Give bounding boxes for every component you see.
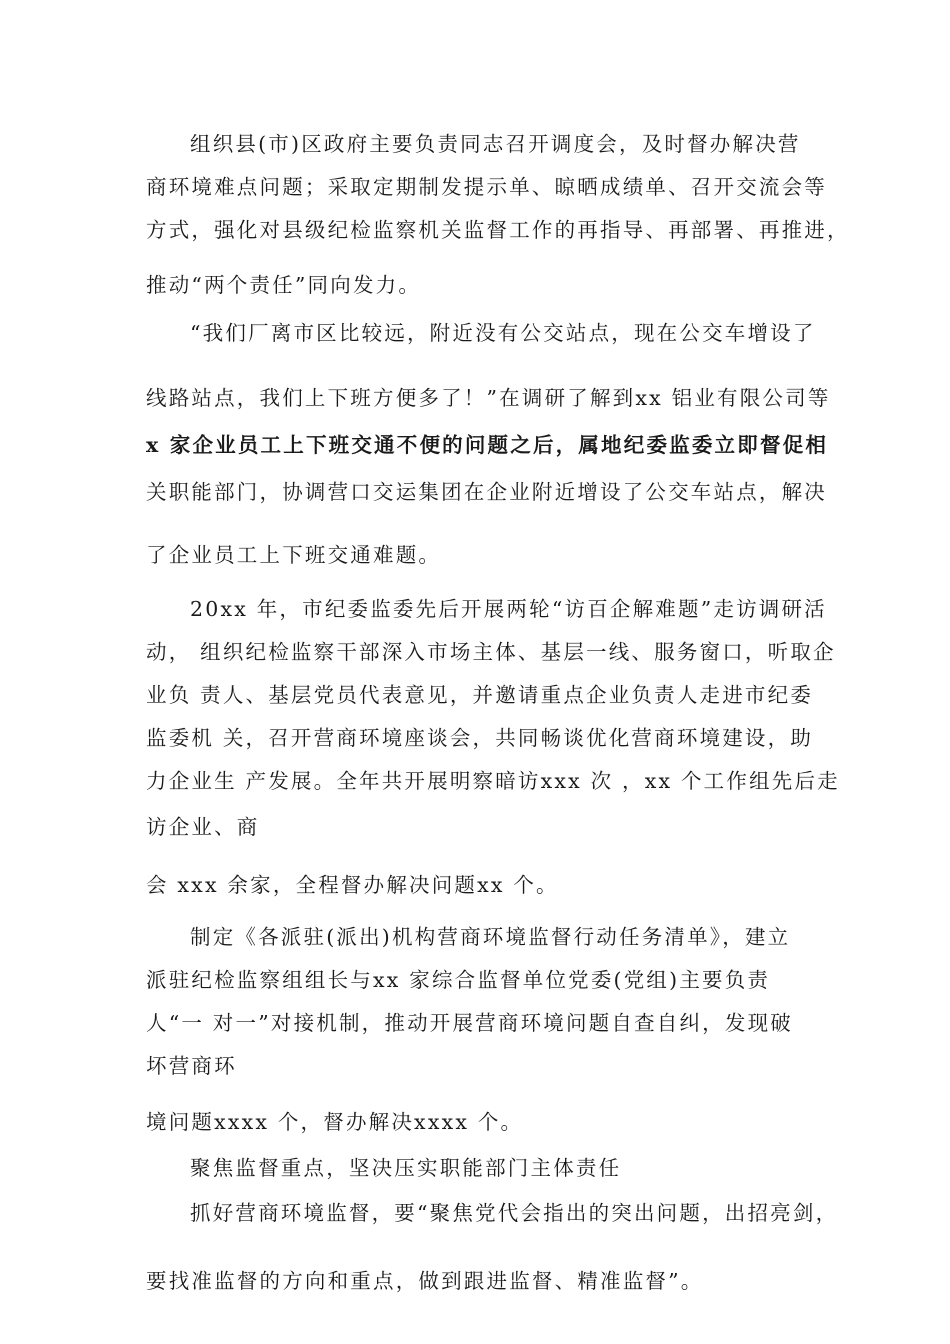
paragraph-4-line-5: 境问题xxxx 个，督办解决xxxx 个。 bbox=[146, 1110, 524, 1134]
paragraph-4-line-2: 派驻纪检监察组组长与xx 家综合监督单位党委(党组)主要负责 bbox=[146, 968, 771, 992]
paragraph-1-line-4: 推动“两个责任”同向发力。 bbox=[146, 273, 422, 297]
paragraph-2-line-2: 线路站点，我们上下班方便多了！”在调研了解到xx 铝业有限公司等 bbox=[146, 386, 831, 410]
paragraph-2-line-4: 关职能部门，协调营口交运集团在企业附近增设了公交车站点，解决 bbox=[146, 480, 827, 504]
paragraph-3-line-4: 监委机 关，召开营商环境座谈会，共同畅谈优化营商环境建设，助 bbox=[146, 726, 814, 750]
paragraph-4-line-4: 坏营商环 bbox=[146, 1054, 237, 1078]
paragraph-5-line-1: 抓好营商环境监督，要“聚焦党代会指出的突出问题，出招亮剑， bbox=[190, 1201, 839, 1225]
paragraph-5-line-2: 要找准监督的方向和重点，做到跟进监督、精准监督”。 bbox=[146, 1269, 704, 1293]
section-heading: 聚焦监督重点，坚决压实职能部门主体责任 bbox=[190, 1156, 622, 1180]
paragraph-2-line-3: x 家企业员工上下班交通不便的问题之后，属地纪委监委立即督促相 bbox=[146, 433, 829, 457]
paragraph-3-line-2: 动， 组织纪检监察干部深入市场主体、基层一线、服务窗口，听取企 bbox=[146, 640, 836, 664]
paragraph-4-line-1: 制定《各派驻(派出)机构营商环境监督行动任务清单》，建立 bbox=[190, 925, 791, 949]
paragraph-3-line-6: 访企业、商 bbox=[146, 815, 260, 839]
paragraph-3-line-7: 会 xxx 余家，全程督办解决问题xx 个。 bbox=[146, 873, 559, 897]
paragraph-2-line-5: 了企业员工上下班交通难题。 bbox=[146, 543, 442, 567]
paragraph-1-line-1: 组织县(市)区政府主要负责同志召开调度会，及时督办解决营 bbox=[190, 132, 801, 156]
paragraph-4-line-3: 人“一 对一”对接机制，推动开展营商环境问题自查自纠，发现破 bbox=[146, 1011, 793, 1035]
paragraph-3-line-5: 力企业生 产发展。全年共开展明察暗访xxx 次 ，xx 个工作组先后走 bbox=[146, 769, 840, 793]
paragraph-1-line-2: 商环境难点问题；采取定期制发提示单、晾晒成绩单、召开交流会等 bbox=[146, 175, 827, 199]
paragraph-3-line-3: 业负 责人、基层党员代表意见，并邀请重点企业负责人走进市纪委 bbox=[146, 683, 814, 707]
paragraph-1-line-3: 方式，强化对县级纪检监察机关监督工作的再指导、再部署、再推进， bbox=[146, 218, 850, 242]
paragraph-2-line-1: “我们厂离市区比较远，附近没有公交站点，现在公交车增设了 bbox=[190, 321, 816, 345]
paragraph-3-line-1: 20xx 年，市纪委监委先后开展两轮“访百企解难题”走访调研活 bbox=[190, 597, 827, 621]
